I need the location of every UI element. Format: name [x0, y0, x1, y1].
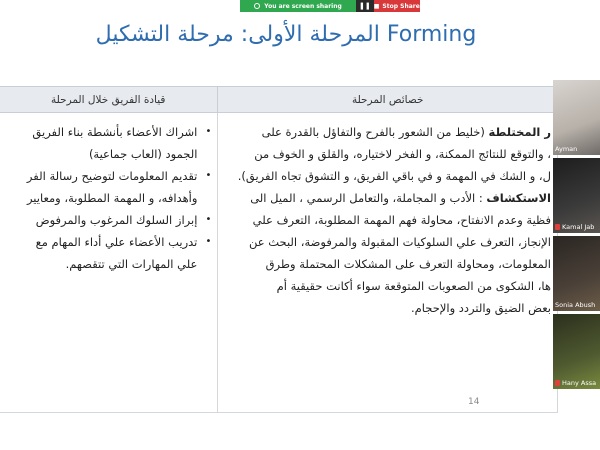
muted-mic-icon [555, 380, 560, 386]
leadership-item-continued [5, 187, 211, 209]
leadership-item-text: اشراك الأعضاء بأنشطة بناء الفريق [32, 125, 198, 139]
participant-name-text: Hany Assa [562, 379, 597, 387]
leadership-item [5, 121, 211, 143]
characteristics-line-text: بعض الضيق والتردد والإحجام. [411, 301, 551, 315]
characteristics-line [224, 253, 551, 275]
characteristics-line [224, 209, 551, 231]
stage-table [0, 86, 558, 413]
pause-share-button[interactable] [356, 0, 373, 12]
leadership-item-text: وأهدافه، و المهمة المطلوبة، ومعايير [26, 191, 198, 205]
characteristics-line-text: فظية وعدم الانفتاح، محاولة فهم المهمة المطلوبة، التعرف علي [252, 213, 551, 227]
screen-share-banner [240, 0, 420, 12]
leadership-item [5, 231, 211, 253]
leadership-item-continued [5, 143, 211, 165]
characteristics-line [224, 143, 551, 165]
sharing-text: You are screen sharing [264, 2, 342, 10]
participant-video [553, 80, 600, 155]
characteristics-line [224, 231, 551, 253]
leadership-item [5, 209, 211, 231]
characteristics-line [224, 187, 551, 209]
leadership-item-text: تقديم المعلومات لتوضيح رسالة الفر [26, 169, 198, 183]
sharing-indicator [240, 0, 356, 12]
leadership-item-text: الجمود (العاب جماعية) [88, 147, 198, 161]
characteristics-line-text: ها، الشكوى من الصعوبات المتوقعة سواء أكانت حقيقية أم [276, 279, 551, 293]
characteristics-cell [218, 113, 558, 413]
pause-icon: ❚❚ [358, 2, 371, 10]
participant-name [555, 145, 577, 153]
characteristics-line-text: ، والتوقع للنتائج الممكنة، و الفخر لاختياره، والقلق و الخوف من [254, 147, 551, 161]
leadership-item-text: تدريب الأعضاء علي أداء المهام مع [35, 235, 198, 249]
participant-video [553, 236, 600, 311]
participants-panel [553, 80, 600, 390]
stop-share-label: Stop Share [382, 2, 420, 10]
participant-name-text: Ayman [555, 145, 578, 153]
stop-icon: ■ [373, 2, 380, 10]
participant-tile[interactable] [553, 80, 600, 155]
participant-name-text: Kamal Jab [562, 223, 595, 231]
characteristics-keyword: الاستكشاف [486, 191, 551, 205]
leadership-item [5, 165, 211, 187]
muted-mic-icon [555, 224, 560, 230]
leadership-item-continued [5, 253, 211, 275]
characteristics-line [224, 121, 551, 143]
characteristics-line [224, 297, 551, 319]
characteristics-line [224, 275, 551, 297]
leadership-cell [0, 113, 218, 413]
slide-title: المرحلة الأولى: مرحلة التشكيل Forming [95, 22, 477, 47]
participant-name-text: Sonia Abush [555, 301, 596, 309]
participant-name [555, 223, 594, 231]
participant-name [555, 301, 595, 309]
characteristics-line [224, 165, 551, 187]
participant-video [553, 158, 600, 233]
bullet-icon: • [205, 236, 212, 247]
characteristics-line-text: الإنجاز، التعرف علي السلوكيات المقبولة والمرفوضة، البحث عن [248, 235, 551, 249]
leadership-header: قيادة الفريق خلال المرحلة [0, 87, 218, 113]
characteristics-text [224, 121, 551, 319]
share-status-icon [254, 3, 260, 9]
participant-tile[interactable] [553, 158, 600, 233]
stop-share-button[interactable] [374, 0, 420, 12]
leadership-item-text: إبراز السلوك المرغوب والمرفوض [35, 213, 198, 227]
bullet-icon: • [205, 126, 212, 137]
participant-video [553, 314, 600, 389]
characteristics-line-text: (خليط من الشعور بالفرح والتفاؤل بالقدرة على [261, 125, 489, 139]
bullet-icon: • [205, 214, 212, 225]
participant-name [555, 379, 596, 387]
characteristics-line-text: ل، و الشك في المهمة و في باقي الفريق، و التشوق تجاه الفريق). [237, 169, 551, 183]
characteristics-header: خصائص المرحلة [218, 87, 558, 113]
characteristics-keyword: ر المختلطة [488, 125, 551, 139]
bullet-icon: • [205, 170, 212, 181]
page-number: 14 [468, 397, 480, 407]
participant-tile[interactable] [553, 236, 600, 311]
characteristics-line-text: المعلومات، ومحاولة التعرف على المشكلات المحتملة وطرق [265, 257, 551, 271]
participant-tile[interactable] [553, 314, 600, 389]
characteristics-line-text: : الأدب و المجاملة، والتعامل الرسمي ، الميل الى [250, 191, 487, 205]
leadership-item-text: علي المهارات التي تتقصهم. [65, 257, 198, 271]
leadership-list [5, 121, 211, 275]
